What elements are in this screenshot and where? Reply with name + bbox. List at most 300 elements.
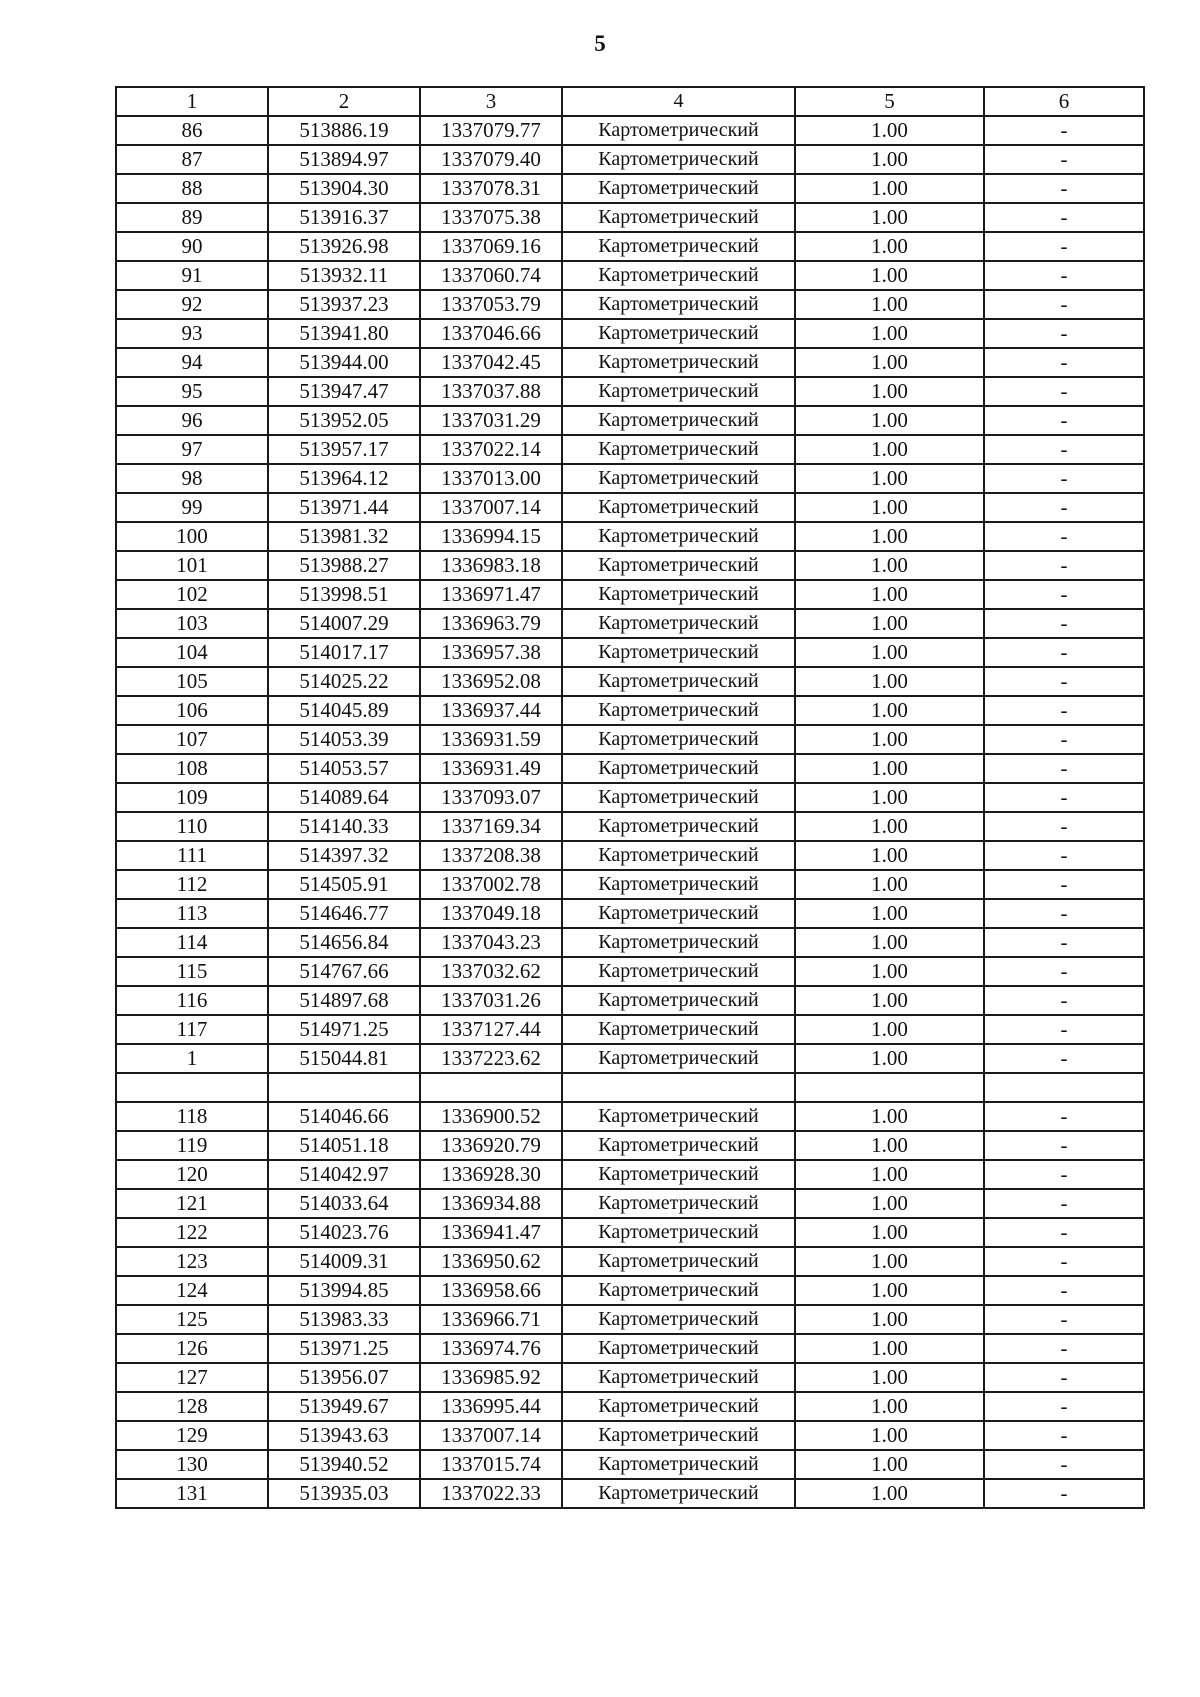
- point-number-cell: 86: [116, 116, 268, 145]
- x-coordinate-cell: 513981.32: [268, 522, 420, 551]
- method-cell: Картометрический: [562, 406, 795, 435]
- accuracy-cell: 1.00: [795, 348, 984, 377]
- y-coordinate-cell: 1336957.38: [420, 638, 562, 667]
- method-cell: Картометрический: [562, 116, 795, 145]
- x-coordinate-cell: 514656.84: [268, 928, 420, 957]
- x-coordinate-cell: 513949.67: [268, 1392, 420, 1421]
- point-number-cell: [116, 1073, 268, 1102]
- method-cell: Картометрический: [562, 754, 795, 783]
- description-cell: [984, 1073, 1144, 1102]
- method-cell: Картометрический: [562, 1218, 795, 1247]
- point-number-cell: 108: [116, 754, 268, 783]
- y-coordinate-cell: 1337031.26: [420, 986, 562, 1015]
- y-coordinate-cell: 1336928.30: [420, 1160, 562, 1189]
- description-cell: -: [984, 1102, 1144, 1131]
- method-cell: Картометрический: [562, 928, 795, 957]
- table-row: [116, 551, 1144, 580]
- point-number-cell: 121: [116, 1189, 268, 1218]
- method-cell: Картометрический: [562, 957, 795, 986]
- accuracy-cell: 1.00: [795, 725, 984, 754]
- accuracy-cell: 1.00: [795, 406, 984, 435]
- table-row: [116, 1421, 1144, 1450]
- method-cell: Картометрический: [562, 493, 795, 522]
- point-number-cell: 96: [116, 406, 268, 435]
- table-row: [116, 928, 1144, 957]
- description-cell: -: [984, 232, 1144, 261]
- x-coordinate-cell: 513916.37: [268, 203, 420, 232]
- table-row: [116, 1218, 1144, 1247]
- description-cell: -: [984, 116, 1144, 145]
- method-cell: Картометрический: [562, 174, 795, 203]
- point-number-cell: 93: [116, 319, 268, 348]
- point-number-cell: 101: [116, 551, 268, 580]
- accuracy-cell: 1.00: [795, 464, 984, 493]
- y-coordinate-cell: 1337169.34: [420, 812, 562, 841]
- point-number-cell: 129: [116, 1421, 268, 1450]
- method-cell: Картометрический: [562, 261, 795, 290]
- x-coordinate-cell: 513956.07: [268, 1363, 420, 1392]
- table-row: [116, 841, 1144, 870]
- method-cell: Картометрический: [562, 580, 795, 609]
- method-cell: Картометрический: [562, 232, 795, 261]
- point-number-cell: 125: [116, 1305, 268, 1334]
- method-cell: Картометрический: [562, 841, 795, 870]
- description-cell: -: [984, 1044, 1144, 1073]
- description-cell: -: [984, 522, 1144, 551]
- x-coordinate-cell: 513894.97: [268, 145, 420, 174]
- table-row: [116, 522, 1144, 551]
- y-coordinate-cell: 1337007.14: [420, 1421, 562, 1450]
- accuracy-cell: 1.00: [795, 841, 984, 870]
- point-number-cell: 124: [116, 1276, 268, 1305]
- accuracy-cell: 1.00: [795, 522, 984, 551]
- x-coordinate-cell: 513957.17: [268, 435, 420, 464]
- accuracy-cell: 1.00: [795, 1247, 984, 1276]
- method-cell: Картометрический: [562, 348, 795, 377]
- y-coordinate-cell: 1336950.62: [420, 1247, 562, 1276]
- table-row: [116, 870, 1144, 899]
- point-number-cell: 1: [116, 1044, 268, 1073]
- point-number-cell: 128: [116, 1392, 268, 1421]
- method-cell: Картометрический: [562, 1102, 795, 1131]
- description-cell: -: [984, 841, 1144, 870]
- x-coordinate-cell: 513886.19: [268, 116, 420, 145]
- x-coordinate-cell: 514053.57: [268, 754, 420, 783]
- method-cell: Картометрический: [562, 1044, 795, 1073]
- y-coordinate-cell: 1337127.44: [420, 1015, 562, 1044]
- y-coordinate-cell: 1337022.14: [420, 435, 562, 464]
- x-coordinate-cell: 514046.66: [268, 1102, 420, 1131]
- y-coordinate-cell: 1336931.49: [420, 754, 562, 783]
- description-cell: -: [984, 290, 1144, 319]
- y-coordinate-cell: 1337015.74: [420, 1450, 562, 1479]
- accuracy-cell: 1.00: [795, 812, 984, 841]
- accuracy-cell: 1.00: [795, 1131, 984, 1160]
- description-cell: -: [984, 754, 1144, 783]
- point-number-cell: 110: [116, 812, 268, 841]
- x-coordinate-cell: 513964.12: [268, 464, 420, 493]
- method-cell: Картометрический: [562, 145, 795, 174]
- method-cell: Картометрический: [562, 1450, 795, 1479]
- description-cell: -: [984, 319, 1144, 348]
- table-row: [116, 754, 1144, 783]
- method-cell: Картометрический: [562, 1479, 795, 1508]
- accuracy-cell: 1.00: [795, 290, 984, 319]
- y-coordinate-cell: 1337078.31: [420, 174, 562, 203]
- coordinates-table: [115, 86, 1145, 1509]
- point-number-cell: 116: [116, 986, 268, 1015]
- method-cell: Картометрический: [562, 435, 795, 464]
- y-coordinate-cell: 1336937.44: [420, 696, 562, 725]
- description-cell: -: [984, 1305, 1144, 1334]
- point-number-cell: 99: [116, 493, 268, 522]
- description-cell: -: [984, 377, 1144, 406]
- x-coordinate-cell: 513937.23: [268, 290, 420, 319]
- point-number-cell: 123: [116, 1247, 268, 1276]
- y-coordinate-cell: 1336994.15: [420, 522, 562, 551]
- table-row: [116, 1160, 1144, 1189]
- y-coordinate-cell: 1336963.79: [420, 609, 562, 638]
- y-coordinate-cell: 1337046.66: [420, 319, 562, 348]
- x-coordinate-cell: 513988.27: [268, 551, 420, 580]
- accuracy-cell: 1.00: [795, 1363, 984, 1392]
- method-cell: Картометрический: [562, 783, 795, 812]
- x-coordinate-cell: 514025.22: [268, 667, 420, 696]
- x-coordinate-cell: 513944.00: [268, 348, 420, 377]
- method-cell: Картометрический: [562, 203, 795, 232]
- header-cell-4: 4: [562, 87, 795, 116]
- point-number-cell: 113: [116, 899, 268, 928]
- method-cell: Картометрический: [562, 1160, 795, 1189]
- table-row: [116, 1479, 1144, 1508]
- x-coordinate-cell: 513943.63: [268, 1421, 420, 1450]
- x-coordinate-cell: 514397.32: [268, 841, 420, 870]
- description-cell: -: [984, 435, 1144, 464]
- description-cell: -: [984, 1247, 1144, 1276]
- description-cell: -: [984, 406, 1144, 435]
- point-number-cell: 89: [116, 203, 268, 232]
- description-cell: -: [984, 261, 1144, 290]
- point-number-cell: 91: [116, 261, 268, 290]
- x-coordinate-cell: 514140.33: [268, 812, 420, 841]
- x-coordinate-cell: 514089.64: [268, 783, 420, 812]
- method-cell: Картометрический: [562, 725, 795, 754]
- y-coordinate-cell: 1337053.79: [420, 290, 562, 319]
- point-number-cell: 88: [116, 174, 268, 203]
- point-number-cell: 105: [116, 667, 268, 696]
- method-cell: Картометрический: [562, 696, 795, 725]
- table-row: [116, 145, 1144, 174]
- header-cell-2: 2: [268, 87, 420, 116]
- accuracy-cell: 1.00: [795, 203, 984, 232]
- header-cell-1: 1: [116, 87, 268, 116]
- description-cell: -: [984, 1334, 1144, 1363]
- method-cell: Картометрический: [562, 1392, 795, 1421]
- y-coordinate-cell: 1336985.92: [420, 1363, 562, 1392]
- accuracy-cell: 1.00: [795, 1334, 984, 1363]
- y-coordinate-cell: 1336934.88: [420, 1189, 562, 1218]
- page-number: 5: [594, 31, 606, 56]
- method-cell: Картометрический: [562, 609, 795, 638]
- method-cell: Картометрический: [562, 1247, 795, 1276]
- description-cell: -: [984, 899, 1144, 928]
- method-cell: Картометрический: [562, 870, 795, 899]
- y-coordinate-cell: 1336971.47: [420, 580, 562, 609]
- table-row: [116, 1073, 1144, 1102]
- accuracy-cell: 1.00: [795, 696, 984, 725]
- point-number-cell: 106: [116, 696, 268, 725]
- y-coordinate-cell: 1337032.62: [420, 957, 562, 986]
- description-cell: -: [984, 203, 1144, 232]
- description-cell: -: [984, 1276, 1144, 1305]
- table-row: [116, 1189, 1144, 1218]
- point-number-cell: 120: [116, 1160, 268, 1189]
- accuracy-cell: 1.00: [795, 232, 984, 261]
- y-coordinate-cell: [420, 1073, 562, 1102]
- y-coordinate-cell: 1336995.44: [420, 1392, 562, 1421]
- x-coordinate-cell: 514646.77: [268, 899, 420, 928]
- description-cell: -: [984, 1421, 1144, 1450]
- method-cell: Картометрический: [562, 1015, 795, 1044]
- accuracy-cell: 1.00: [795, 1276, 984, 1305]
- x-coordinate-cell: 513994.85: [268, 1276, 420, 1305]
- accuracy-cell: 1.00: [795, 1189, 984, 1218]
- x-coordinate-cell: 515044.81: [268, 1044, 420, 1073]
- description-cell: -: [984, 638, 1144, 667]
- point-number-cell: 94: [116, 348, 268, 377]
- method-cell: Картометрический: [562, 464, 795, 493]
- table-row: [116, 435, 1144, 464]
- accuracy-cell: 1.00: [795, 1102, 984, 1131]
- y-coordinate-cell: 1337075.38: [420, 203, 562, 232]
- table-row: [116, 290, 1144, 319]
- point-number-cell: 127: [116, 1363, 268, 1392]
- point-number-cell: 102: [116, 580, 268, 609]
- x-coordinate-cell: 513932.11: [268, 261, 420, 290]
- point-number-cell: 92: [116, 290, 268, 319]
- y-coordinate-cell: 1337223.62: [420, 1044, 562, 1073]
- description-cell: -: [984, 1450, 1144, 1479]
- table-row: [116, 580, 1144, 609]
- x-coordinate-cell: 514045.89: [268, 696, 420, 725]
- point-number-cell: 126: [116, 1334, 268, 1363]
- accuracy-cell: 1.00: [795, 1044, 984, 1073]
- table-row: [116, 116, 1144, 145]
- point-number-cell: 119: [116, 1131, 268, 1160]
- accuracy-cell: 1.00: [795, 783, 984, 812]
- y-coordinate-cell: 1337042.45: [420, 348, 562, 377]
- table-row: [116, 957, 1144, 986]
- table-row: [116, 203, 1144, 232]
- accuracy-cell: 1.00: [795, 667, 984, 696]
- table-row: [116, 783, 1144, 812]
- method-cell: Картометрический: [562, 899, 795, 928]
- x-coordinate-cell: 514053.39: [268, 725, 420, 754]
- method-cell: Картометрический: [562, 522, 795, 551]
- header-cell-3: 3: [420, 87, 562, 116]
- point-number-cell: 90: [116, 232, 268, 261]
- table-row: [116, 406, 1144, 435]
- description-cell: -: [984, 580, 1144, 609]
- x-coordinate-cell: [268, 1073, 420, 1102]
- x-coordinate-cell: 513952.05: [268, 406, 420, 435]
- description-cell: -: [984, 1392, 1144, 1421]
- description-cell: -: [984, 812, 1144, 841]
- y-coordinate-cell: 1337022.33: [420, 1479, 562, 1508]
- method-cell: Картометрический: [562, 1276, 795, 1305]
- y-coordinate-cell: 1337069.16: [420, 232, 562, 261]
- table-row: [116, 1247, 1144, 1276]
- method-cell: [562, 1073, 795, 1102]
- x-coordinate-cell: 514033.64: [268, 1189, 420, 1218]
- point-number-cell: 109: [116, 783, 268, 812]
- y-coordinate-cell: 1337037.88: [420, 377, 562, 406]
- y-coordinate-cell: 1336952.08: [420, 667, 562, 696]
- accuracy-cell: 1.00: [795, 1218, 984, 1247]
- table-row: [116, 1392, 1144, 1421]
- table-row: [116, 1015, 1144, 1044]
- accuracy-cell: 1.00: [795, 319, 984, 348]
- table-row: [116, 812, 1144, 841]
- description-cell: -: [984, 957, 1144, 986]
- x-coordinate-cell: 513983.33: [268, 1305, 420, 1334]
- table-header-row: [116, 87, 1144, 116]
- method-cell: Картометрический: [562, 1421, 795, 1450]
- x-coordinate-cell: 514042.97: [268, 1160, 420, 1189]
- point-number-cell: 122: [116, 1218, 268, 1247]
- accuracy-cell: 1.00: [795, 638, 984, 667]
- y-coordinate-cell: 1337049.18: [420, 899, 562, 928]
- method-cell: Картометрический: [562, 1189, 795, 1218]
- accuracy-cell: 1.00: [795, 754, 984, 783]
- table-row: [116, 638, 1144, 667]
- point-number-cell: 117: [116, 1015, 268, 1044]
- point-number-cell: 112: [116, 870, 268, 899]
- x-coordinate-cell: 513998.51: [268, 580, 420, 609]
- table-row: [116, 1363, 1144, 1392]
- point-number-cell: 115: [116, 957, 268, 986]
- accuracy-cell: 1.00: [795, 986, 984, 1015]
- x-coordinate-cell: 514009.31: [268, 1247, 420, 1276]
- accuracy-cell: 1.00: [795, 261, 984, 290]
- point-number-cell: 130: [116, 1450, 268, 1479]
- y-coordinate-cell: 1337079.77: [420, 116, 562, 145]
- method-cell: Картометрический: [562, 290, 795, 319]
- x-coordinate-cell: 514767.66: [268, 957, 420, 986]
- table-row: [116, 696, 1144, 725]
- accuracy-cell: 1.00: [795, 1160, 984, 1189]
- y-coordinate-cell: 1336966.71: [420, 1305, 562, 1334]
- y-coordinate-cell: 1336941.47: [420, 1218, 562, 1247]
- table-row: [116, 348, 1144, 377]
- description-cell: -: [984, 1363, 1144, 1392]
- method-cell: Картометрический: [562, 812, 795, 841]
- x-coordinate-cell: 514505.91: [268, 870, 420, 899]
- description-cell: -: [984, 174, 1144, 203]
- accuracy-cell: 1.00: [795, 928, 984, 957]
- table-row: [116, 174, 1144, 203]
- y-coordinate-cell: 1337031.29: [420, 406, 562, 435]
- accuracy-cell: 1.00: [795, 1305, 984, 1334]
- x-coordinate-cell: 514051.18: [268, 1131, 420, 1160]
- description-cell: -: [984, 870, 1144, 899]
- y-coordinate-cell: 1336958.66: [420, 1276, 562, 1305]
- accuracy-cell: [795, 1073, 984, 1102]
- table-row: [116, 899, 1144, 928]
- x-coordinate-cell: 513947.47: [268, 377, 420, 406]
- accuracy-cell: 1.00: [795, 899, 984, 928]
- point-number-cell: 103: [116, 609, 268, 638]
- method-cell: Картометрический: [562, 638, 795, 667]
- method-cell: Картометрический: [562, 1305, 795, 1334]
- description-cell: -: [984, 464, 1144, 493]
- x-coordinate-cell: 514007.29: [268, 609, 420, 638]
- description-cell: -: [984, 493, 1144, 522]
- table-row: [116, 1334, 1144, 1363]
- x-coordinate-cell: 513941.80: [268, 319, 420, 348]
- accuracy-cell: 1.00: [795, 609, 984, 638]
- accuracy-cell: 1.00: [795, 1392, 984, 1421]
- description-cell: -: [984, 783, 1144, 812]
- description-cell: -: [984, 1160, 1144, 1189]
- description-cell: -: [984, 551, 1144, 580]
- point-number-cell: 114: [116, 928, 268, 957]
- y-coordinate-cell: 1337093.07: [420, 783, 562, 812]
- description-cell: -: [984, 609, 1144, 638]
- point-number-cell: 97: [116, 435, 268, 464]
- header-cell-5: 5: [795, 87, 984, 116]
- table-row: [116, 1450, 1144, 1479]
- table-row: [116, 609, 1144, 638]
- point-number-cell: 100: [116, 522, 268, 551]
- accuracy-cell: 1.00: [795, 580, 984, 609]
- table-row: [116, 232, 1144, 261]
- table-row: [116, 377, 1144, 406]
- x-coordinate-cell: 514023.76: [268, 1218, 420, 1247]
- method-cell: Картометрический: [562, 319, 795, 348]
- y-coordinate-cell: 1337208.38: [420, 841, 562, 870]
- description-cell: -: [984, 725, 1144, 754]
- method-cell: Картометрический: [562, 377, 795, 406]
- y-coordinate-cell: 1336920.79: [420, 1131, 562, 1160]
- point-number-cell: 87: [116, 145, 268, 174]
- table-row: [116, 725, 1144, 754]
- method-cell: Картометрический: [562, 1334, 795, 1363]
- y-coordinate-cell: 1336974.76: [420, 1334, 562, 1363]
- description-cell: -: [984, 1189, 1144, 1218]
- y-coordinate-cell: 1336900.52: [420, 1102, 562, 1131]
- accuracy-cell: 1.00: [795, 1421, 984, 1450]
- x-coordinate-cell: 513926.98: [268, 232, 420, 261]
- accuracy-cell: 1.00: [795, 551, 984, 580]
- header-cell-6: 6: [984, 87, 1144, 116]
- table-row: [116, 667, 1144, 696]
- accuracy-cell: 1.00: [795, 435, 984, 464]
- y-coordinate-cell: 1337007.14: [420, 493, 562, 522]
- point-number-cell: 107: [116, 725, 268, 754]
- description-cell: -: [984, 145, 1144, 174]
- y-coordinate-cell: 1337079.40: [420, 145, 562, 174]
- description-cell: -: [984, 667, 1144, 696]
- accuracy-cell: 1.00: [795, 1479, 984, 1508]
- description-cell: -: [984, 1218, 1144, 1247]
- accuracy-cell: 1.00: [795, 116, 984, 145]
- table-row: [116, 464, 1144, 493]
- description-cell: -: [984, 348, 1144, 377]
- description-cell: -: [984, 1131, 1144, 1160]
- y-coordinate-cell: 1337060.74: [420, 261, 562, 290]
- x-coordinate-cell: 513971.44: [268, 493, 420, 522]
